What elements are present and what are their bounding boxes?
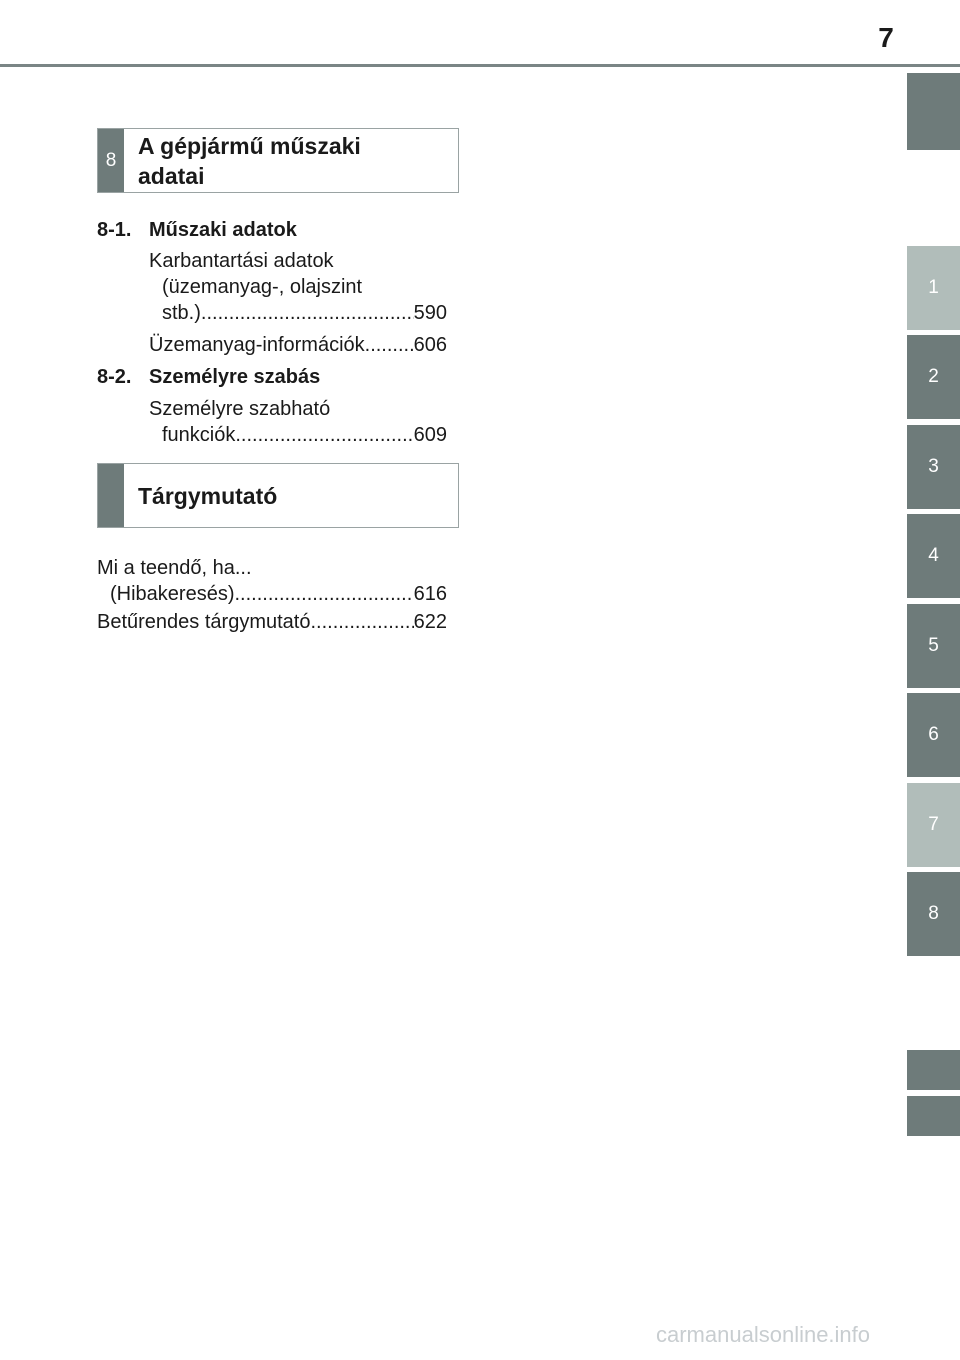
toc-entry-leader bbox=[97, 581, 447, 607]
side-tab-label: 6 bbox=[928, 724, 939, 745]
dot-leader bbox=[234, 581, 413, 607]
toc-entry-text: stb.) bbox=[162, 302, 201, 324]
side-tab-label: 2 bbox=[928, 366, 939, 387]
toc-entry-leader bbox=[149, 422, 447, 448]
side-tab-label: 3 bbox=[928, 456, 939, 477]
toc-entry-line: Személyre szabható bbox=[149, 398, 331, 420]
chapter-number: 8-1. bbox=[97, 219, 132, 241]
toc-entry[interactable] bbox=[149, 396, 447, 448]
side-tab-8[interactable] bbox=[907, 872, 960, 956]
side-tab-top[interactable] bbox=[907, 73, 960, 150]
side-tab-label: 7 bbox=[928, 814, 939, 835]
side-tab-1[interactable] bbox=[907, 246, 960, 330]
side-tab-label: 8 bbox=[928, 903, 939, 924]
toc-entry-text: (Hibakeresés) bbox=[110, 583, 235, 605]
page-ref: 616 bbox=[413, 583, 447, 605]
header-rule bbox=[0, 64, 960, 67]
side-tab-7[interactable] bbox=[907, 783, 960, 867]
toc-entry-line: Karbantartási adatok bbox=[149, 250, 334, 272]
section-header-index bbox=[97, 463, 459, 528]
watermark-text: carmanualsonline.info bbox=[656, 1322, 871, 1347]
toc-entry-line: (üzemanyag-, olajszint bbox=[162, 276, 363, 298]
section-title-line-2: adatai bbox=[138, 162, 205, 189]
section-title: Tárgymutató bbox=[138, 482, 278, 509]
section-title bbox=[138, 129, 450, 192]
side-tab-6[interactable] bbox=[907, 693, 960, 777]
section-color-bar bbox=[98, 464, 124, 527]
side-tab-5[interactable] bbox=[907, 604, 960, 688]
toc-entry-line: Mi a teendő, ha... bbox=[97, 557, 252, 579]
chapter-title: Személyre szabás bbox=[149, 366, 321, 388]
toc-entry-text: funkciók bbox=[162, 424, 236, 446]
side-tab-2[interactable] bbox=[907, 335, 960, 419]
chapter-heading-8-2[interactable] bbox=[97, 364, 320, 390]
chapter-title: Műszaki adatok bbox=[149, 219, 297, 241]
toc-entry-leader bbox=[149, 300, 447, 326]
page-number: 7 bbox=[878, 22, 894, 53]
side-tab-bottom-2[interactable] bbox=[907, 1096, 960, 1136]
toc-entry[interactable] bbox=[149, 332, 447, 358]
toc-entry-leader bbox=[97, 609, 447, 635]
toc-entry-text: Betűrendes tárgymutató bbox=[97, 611, 311, 633]
dot-leader bbox=[365, 332, 414, 358]
page-ref: 590 bbox=[413, 302, 447, 324]
section-title-line-1: A gépjármű műszaki bbox=[138, 132, 361, 159]
side-tab-bottom-1[interactable] bbox=[907, 1050, 960, 1090]
side-tab-4[interactable] bbox=[907, 514, 960, 598]
chapter-heading-8-1[interactable] bbox=[97, 217, 297, 243]
chapter-number: 8-2. bbox=[97, 366, 132, 388]
dot-leader bbox=[201, 300, 414, 326]
dot-leader bbox=[235, 422, 413, 448]
side-tab-label: 4 bbox=[928, 545, 939, 566]
toc-entry-leader bbox=[149, 332, 447, 358]
section-number-tab: 8 bbox=[98, 129, 124, 192]
page-ref: 622 bbox=[413, 611, 447, 633]
side-tab-3[interactable] bbox=[907, 425, 960, 509]
toc-entry-text: Üzemanyag-információk bbox=[149, 334, 365, 356]
toc-entry[interactable] bbox=[97, 609, 447, 635]
page-ref: 606 bbox=[413, 334, 447, 356]
toc-entry[interactable] bbox=[97, 555, 447, 607]
page-ref: 609 bbox=[413, 424, 447, 446]
side-tab-label: 5 bbox=[928, 635, 939, 656]
section-header-8 bbox=[97, 128, 459, 193]
side-tab-label: 1 bbox=[928, 277, 939, 298]
dot-leader bbox=[310, 609, 413, 635]
toc-entry[interactable] bbox=[149, 248, 447, 326]
